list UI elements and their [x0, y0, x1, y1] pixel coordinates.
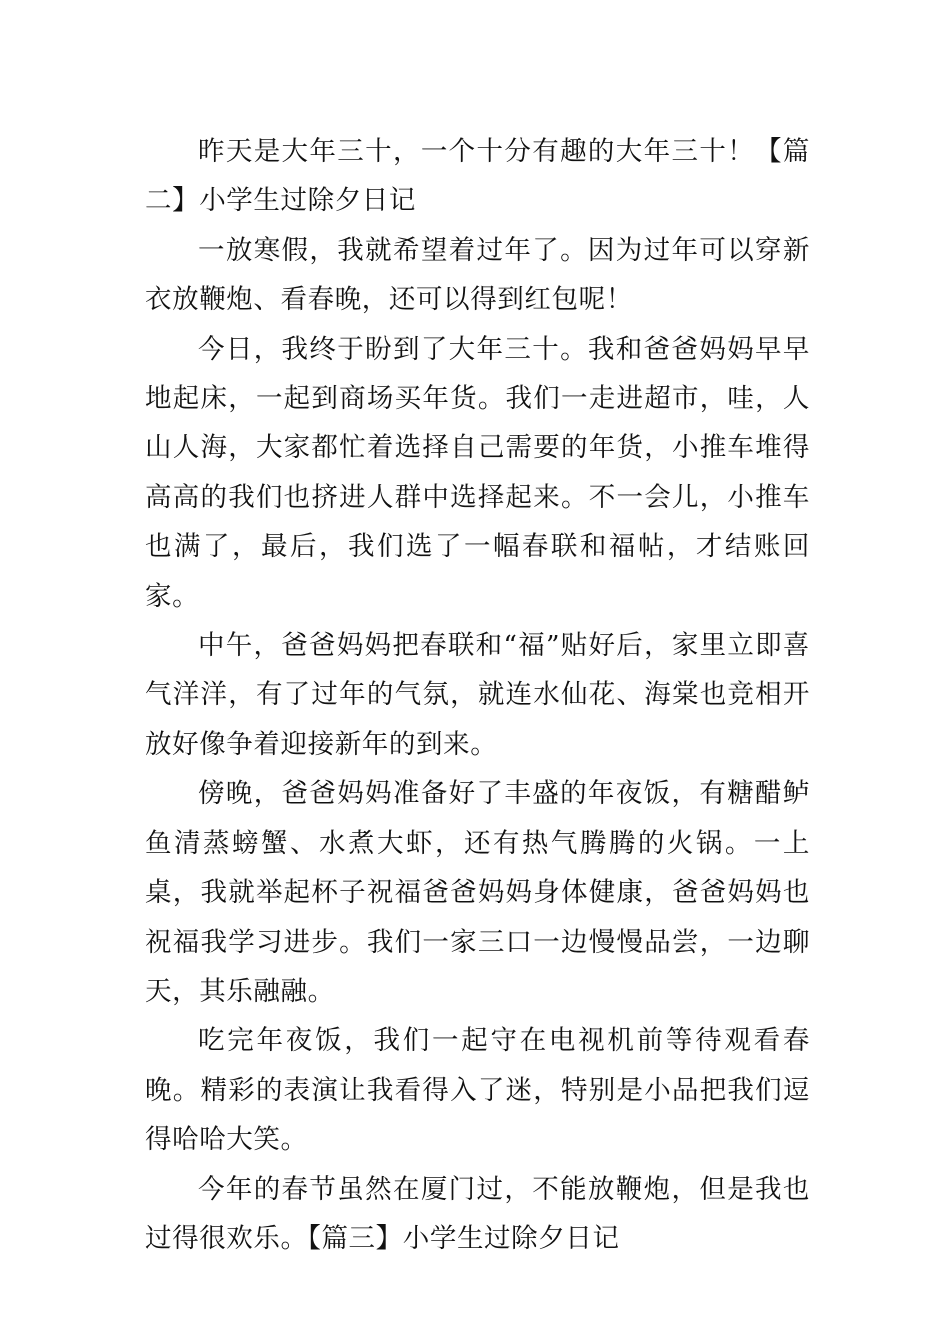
paragraph: 中午，爸爸妈妈把春联和“福”贴好后，家里立即喜气洋洋，有了过年的气氛，就连水仙花、海棠也竞相开放好像争着迎接新年的到来。 — [145, 630, 810, 760]
paragraph: 今年的春节虽然在厦门过，不能放鞭炮，但是我也过得很欢乐。【篇三】小学生过除夕日记 — [145, 1173, 810, 1254]
paragraph: 傍晚，爸爸妈妈准备好了丰盛的年夜饭，有糖醋鲈鱼清蒸螃蟹、水煮大虾，还有热气腾腾的火锅。一上桌，我就举起杯子祝福爸爸妈妈身体健康，爸爸妈妈也祝福我学习进步。我们一家三口一边慢慢品尝，一边聊天，其乐融融。 — [145, 778, 810, 1007]
paragraph: 一放寒假，我就希望着过年了。因为过年可以穿新衣放鞭炮、看春晚，还可以得到红包呢！ — [145, 234, 810, 316]
paragraph: 今日，我终于盼到了大年三十。我和爸爸妈妈早早地起床，一起到商场买年货。我们一走进超市，哇，人山人海，大家都忙着选择自己需要的年货，小推车堆得高高的我们也挤进人群中选择起来。不一会儿，小推车也满了，最后，我们选了一幅春联和福帖，才结账回家。 — [145, 333, 810, 612]
paragraph: 吃完年夜饭，我们一起守在电视机前等待观看春晚。精彩的表演让我看得入了迷，特别是小品把我们逗得哈哈大笑。 — [145, 1025, 810, 1156]
document-body — [145, 127, 810, 1263]
paragraph: 昨天是大年三十，一个十分有趣的大年三十！【篇二】小学生过除夕日记 — [145, 136, 810, 217]
